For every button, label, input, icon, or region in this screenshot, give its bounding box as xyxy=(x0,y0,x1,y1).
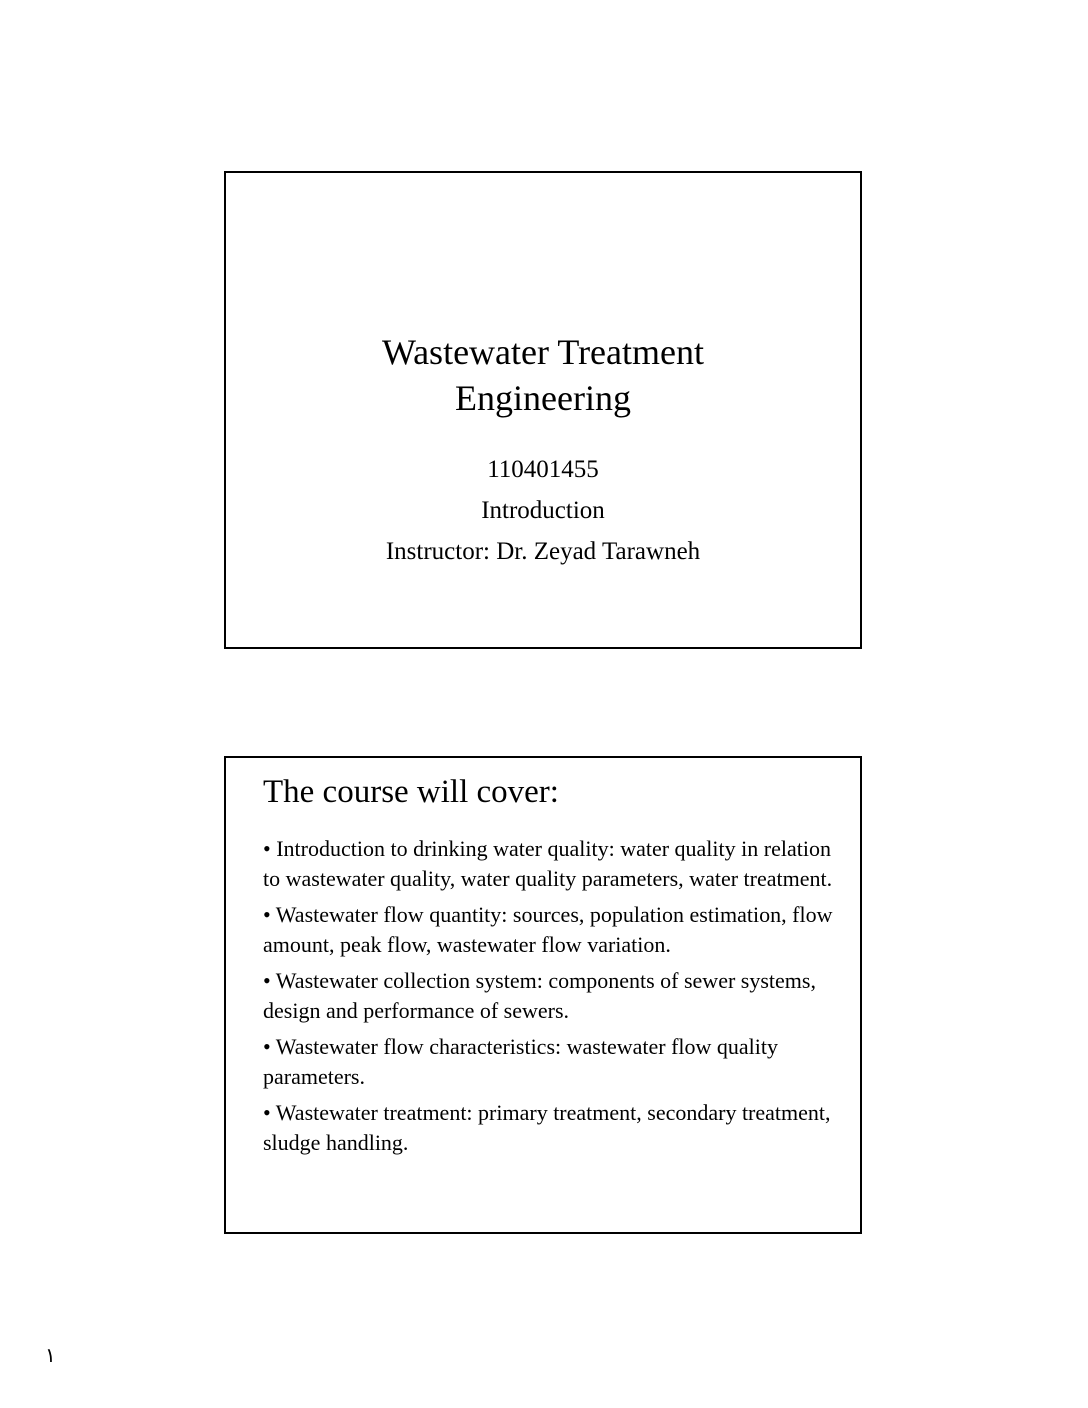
slide-title-line-1: Wastewater Treatment xyxy=(381,332,704,372)
bullet-item: • Wastewater flow quantity: sources, population estimation, flow amount, peak flow, wastewater flow variation. xyxy=(263,902,833,957)
page-number: ١ xyxy=(45,1345,56,1367)
bullet-item: • Introduction to drinking water quality: water quality in relation to wastewater quality, water quality parameters, water treatment. xyxy=(263,836,833,891)
slide-title xyxy=(226,329,860,421)
bullet-item: • Wastewater treatment: primary treatment, secondary treatment, sludge handling. xyxy=(263,1100,831,1155)
bullet-list xyxy=(263,834,843,1164)
slide-subtitle xyxy=(226,449,860,572)
bullet-item: • Wastewater flow characteristics: wastewater flow quality parameters. xyxy=(263,1034,778,1089)
content-heading: The course will cover: xyxy=(263,774,559,810)
bullet-item: • Wastewater collection system: components of sewer systems, design and performance of sewers. xyxy=(263,968,816,1023)
instructor-label: Instructor: Dr. Zeyad Tarawneh xyxy=(385,538,701,565)
course-code: 110401455 xyxy=(487,456,599,483)
title-slide xyxy=(224,171,862,649)
topic-label: Introduction xyxy=(481,497,605,524)
content-slide xyxy=(224,756,862,1234)
slide-title-line-2: Engineering xyxy=(455,378,631,418)
